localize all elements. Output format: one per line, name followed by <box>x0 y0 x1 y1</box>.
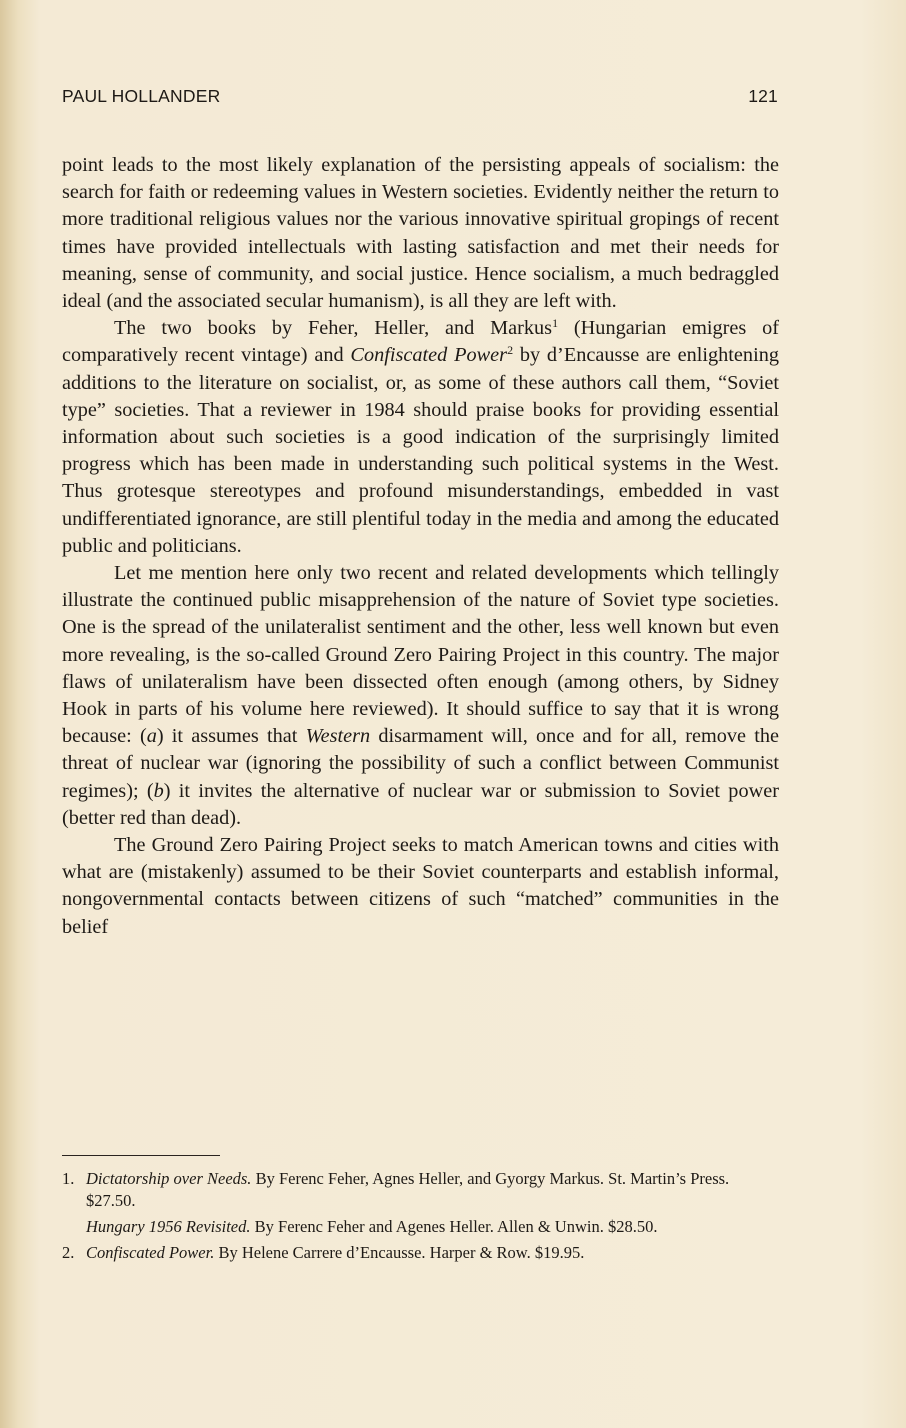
footnote-1-continued <box>62 1216 779 1238</box>
running-head-author: PAUL HOLLANDER <box>62 86 221 106</box>
footnote-1 <box>62 1168 779 1212</box>
footnote-ref-1: 1 <box>552 316 559 331</box>
paragraph-2 <box>62 315 779 560</box>
footnote-book-title: Confiscated Power. <box>86 1243 215 1262</box>
paragraph-2-text-b: (Hungarian emigres of comparatively recent vintage) and <box>62 317 779 367</box>
footnote-text: By Ferenc Feher, Agnes Heller, and Gyorgy Markus. St. Martin’s Press. $27.50. <box>86 1169 730 1210</box>
footnote-2 <box>62 1242 779 1264</box>
footnote-text: By Ferenc Feher and Agenes Heller. Allen & Unwin. $28.50. <box>250 1217 658 1236</box>
enumerator-a: a <box>146 725 157 748</box>
footnote-divider <box>62 1155 220 1156</box>
paragraph-3-text-d: ) it invites the alternative of nuclear war or submission to Soviet power (better red than dead). <box>62 779 779 829</box>
enumerator-b: b <box>153 779 164 802</box>
page-number: 121 <box>748 86 778 106</box>
footnote-number: 2. <box>62 1243 75 1262</box>
footnotes <box>62 1168 779 1268</box>
footnote-ref-2: 2 <box>507 343 514 358</box>
emphasis-western: Western <box>305 725 371 748</box>
paragraph-2-text-c: by d’Encausse are enlightening additions to the literature on socialist, or, as some of these authors call them, “Soviet type” societies. That a reviewer in 1984 should praise books for providing essential information about such societies is a good indication of the surprisingly limited progress which has been made in understanding such political systems in the West. Thus grotesque stereotypes and profound misunderstandings, embedded in vast undifferentiated ignorance, are still plentiful today in the media and among the educated public and politicians. <box>62 344 779 557</box>
running-head <box>62 86 778 110</box>
paragraph-3-text-b: ) it assumes that <box>156 725 306 748</box>
footnote-number: 1. <box>62 1169 75 1188</box>
footnote-book-title: Dictatorship over Needs. <box>86 1169 252 1188</box>
body-text <box>62 152 779 941</box>
paragraph-1: point leads to the most likely explanation of the persisting appeals of socialism: the search for faith or redeeming values in Western societies. Evidently neither the return to more traditional religious values nor the various innovative spiritual gropings of recent times have provided intellectuals with lasting satisfaction and met their needs for meaning, sense of community, and social justice. Hence socialism, a much bedraggled ideal (and the associated secular humanism), is all they are left with. <box>62 154 779 313</box>
paragraph-2-text-a: The two books by Feher, Heller, and Markus <box>114 317 553 340</box>
book-title-confiscated-power: Confiscated Power <box>350 344 508 367</box>
paragraph-3 <box>62 560 779 832</box>
footnote-book-title: Hungary 1956 Revisited. <box>86 1217 251 1236</box>
paragraph-3-text-c: disarmament will, once and for all, remove the threat of nuclear war (ignoring the possibility of such a conflict between Communist regimes); ( <box>62 725 779 802</box>
paragraph-3-text-a: Let me mention here only two recent and related developments which tellingly illustrate the continued public misapprehension of the nature of Soviet type societies. One is the spread of the unilateralist sentiment and the other, less well known but even more revealing, is the so-called Ground Zero Pairing Project in this country. The major flaws of unilateralism have been dissected often enough (among others, by Sidney Hook in parts of his volume here reviewed). It should suffice to say that it is wrong because: ( <box>62 562 779 748</box>
footnote-text: By Helene Carrere d’Encausse. Harper & Row. $19.95. <box>214 1243 585 1262</box>
paragraph-4: The Ground Zero Pairing Project seeks to match American towns and cities with what are (mistakenly) assumed to be their Soviet counterparts and establish informal, nongovernmental contacts between citizens of such “matched” communities in the belief <box>62 834 779 938</box>
